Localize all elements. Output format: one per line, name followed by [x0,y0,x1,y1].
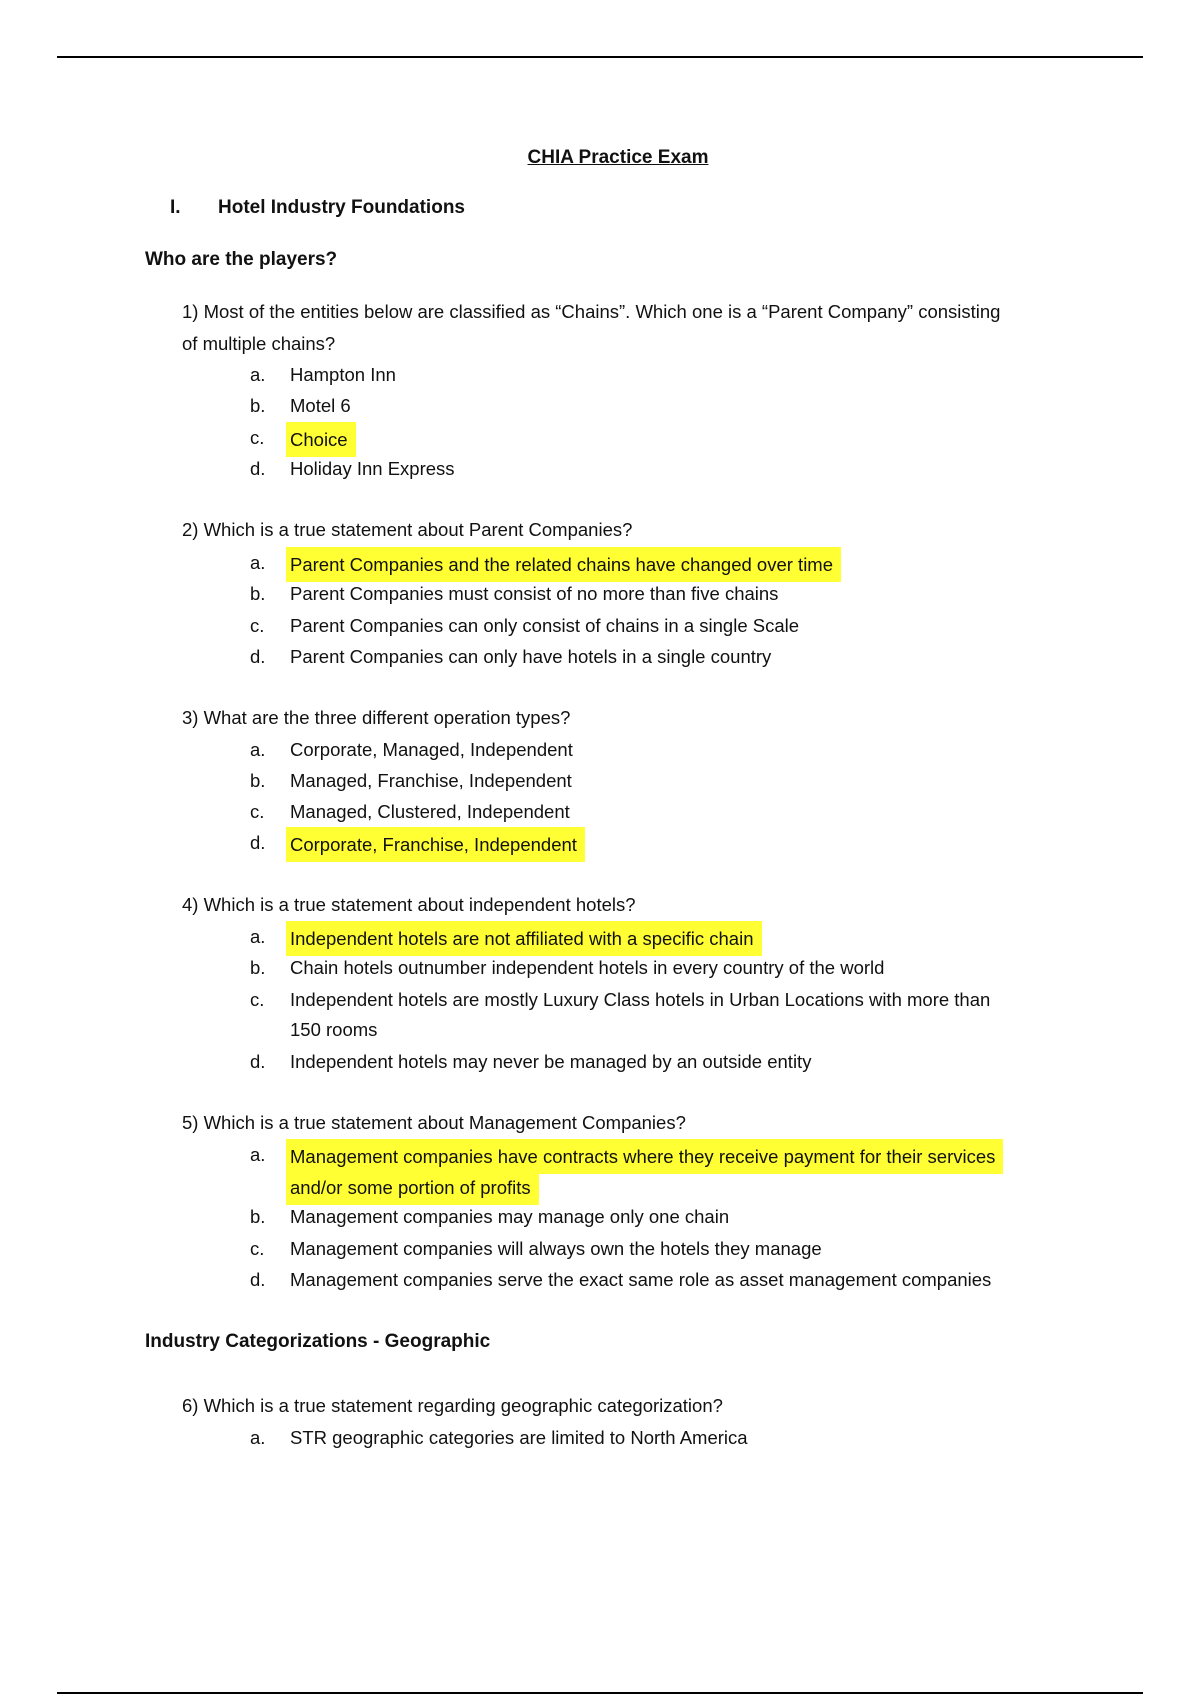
option-text: Chain hotels outnumber independent hotels in every country of the world [290,957,885,978]
option-letter: c. [250,989,265,1010]
option-text: Holiday Inn Express [290,458,455,479]
option-text-highlighted: Parent Companies and the related chains have changed over time [286,547,841,582]
option-text: Managed, Clustered, Independent [290,801,570,822]
option-letter: a. [250,1144,266,1165]
option-letter: a. [250,552,266,573]
option-letter: a. [250,364,266,385]
option-letter: a. [250,926,266,947]
option-text: Motel 6 [290,395,351,416]
footer-rule [57,1692,1143,1694]
option-letter: a. [250,739,266,760]
section-heading [0,197,1200,221]
subhead-geographic: Industry Categorizations - Geographic [145,1331,491,1352]
option-letter: d. [250,458,266,479]
option-text: Parent Companies can only have hotels in a single country [290,646,772,667]
option-text: Managed, Franchise, Independent [290,770,572,791]
option-text-cont-highlighted: and/or some portion of profits [286,1170,539,1205]
question-text: 1) Most of the entities below are classified as “Chains”. Which one is a “Parent Company” consisting [182,301,1001,322]
option-letter: c. [250,427,265,448]
section-title: Hotel Industry Foundations [218,197,465,218]
option-text-highlighted: Management companies have contracts where they receive payment for their services [286,1139,1003,1174]
option-letter: d. [250,1051,266,1072]
option-text: Management companies will always own the hotels they manage [290,1238,822,1259]
option-letter: c. [250,801,265,822]
question-6: 6) Which is a true statement regarding geographic categorization? [182,1395,723,1416]
option-text: Independent hotels are mostly Luxury Class hotels in Urban Locations with more than [290,989,991,1010]
option-letter: b. [250,1206,266,1227]
question-text-cont: of multiple chains? [182,333,336,354]
question-2: 2) Which is a true statement about Parent Companies? [182,519,633,540]
question-1 [182,296,1000,360]
option-letter: d. [250,646,266,667]
subhead-players: Who are the players? [145,249,338,270]
header-rule [57,56,1143,58]
option-text: Management companies may manage only one chain [290,1206,730,1227]
option-text-highlighted: Corporate, Franchise, Independent [286,827,585,862]
option-text: Independent hotels may never be managed by an outside entity [290,1051,812,1072]
option-text: Parent Companies must consist of no more than five chains [290,583,779,604]
option-letter: b. [250,957,266,978]
option-text: Management companies serve the exact same role as asset management companies [290,1269,992,1290]
option-text: Parent Companies can only consist of chains in a single Scale [290,615,800,636]
option-letter: b. [250,583,266,604]
section-number: I. [170,197,181,218]
option-text-cont: 150 rooms [290,1019,378,1040]
option-text-highlighted: Choice [286,422,356,457]
option-letter: c. [250,615,265,636]
option-letter: a. [250,1427,266,1448]
option-letter: c. [250,1238,265,1259]
option-letter: d. [250,832,266,853]
option-text: Hampton Inn [290,364,396,385]
question-5: 5) Which is a true statement about Management Companies? [182,1112,686,1133]
option-text-highlighted: Independent hotels are not affiliated with a specific chain [286,921,762,956]
option-text: Corporate, Managed, Independent [290,739,573,760]
option-letter: d. [250,1269,266,1290]
option-letter: b. [250,770,266,791]
option-text: STR geographic categories are limited to North America [290,1427,748,1448]
option-letter: b. [250,395,266,416]
document-title: CHIA Practice Exam [527,147,709,168]
question-3: 3) What are the three different operation types? [182,707,571,728]
question-4: 4) Which is a true statement about independent hotels? [182,894,636,915]
